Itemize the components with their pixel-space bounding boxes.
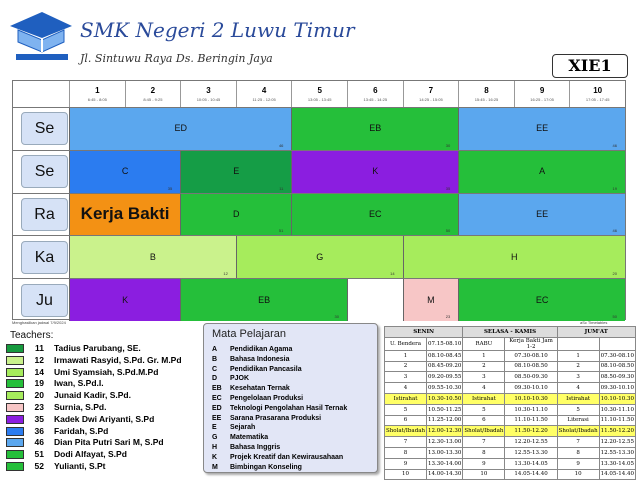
period-header (514, 81, 570, 107)
schedule-cell: 07.15-08.10 (427, 337, 463, 350)
schedule-cell: 10 (463, 469, 505, 480)
teacher-name: Yulianti, S.Pt (54, 460, 106, 471)
schedule-cell: 10.10-10.30 (599, 393, 635, 404)
schedule-cell: 07.30-08.10 (505, 350, 557, 361)
schedule-row (385, 469, 636, 480)
teacher-item (4, 378, 194, 390)
schedule-cell: 07.30-08.10 (599, 350, 635, 361)
schedule-cell: 7 (463, 437, 505, 448)
lesson-teacher-id: 23 (445, 313, 451, 319)
lesson-teacher-id: 30 (334, 313, 339, 319)
lesson-teacher-id: 50 (612, 313, 617, 319)
subject-code: EE (212, 414, 222, 422)
schedule-cell: 14.05-14.40 (505, 469, 557, 480)
teacher-id: 52 (34, 460, 44, 471)
day-row (13, 193, 625, 236)
teacher-name: Irmawati Rasyid, S.Pd. Gr. M.Pd (54, 354, 182, 365)
schedule-row (385, 393, 636, 404)
lesson-subject: G (316, 251, 324, 262)
lesson-subject: H (511, 251, 518, 262)
teacher-id: 51 (34, 449, 44, 460)
teacher-id: 12 (34, 354, 44, 365)
subject-item (212, 444, 280, 451)
schedule-cell: Istirahat (463, 393, 505, 404)
teacher-id: 20 (34, 390, 44, 401)
lesson-subject: ED (174, 123, 187, 134)
lesson-cell[interactable] (69, 194, 180, 236)
day-label: Ju (21, 284, 68, 317)
schedule-cell: 3 (463, 372, 505, 383)
lesson-cell[interactable] (458, 108, 625, 150)
lesson-subject: D (233, 208, 240, 219)
teacher-item (4, 426, 194, 438)
teacher-item (4, 355, 194, 367)
teacher-color-swatch (6, 450, 24, 459)
schedule-cell: 08.45-09.20 (427, 361, 463, 372)
period-number: 6 (373, 86, 378, 95)
period-header (569, 81, 625, 107)
lesson-cell[interactable] (180, 151, 291, 193)
schedule-cell: 7 (557, 437, 599, 448)
teacher-item (4, 343, 194, 355)
schedule-row (385, 458, 636, 469)
subject-item (212, 454, 343, 461)
schedule-cell (599, 337, 635, 350)
schedule-cell: Sholat/Ibadah (463, 426, 505, 437)
subject-name: Matematika (230, 434, 269, 442)
teacher-id: 46 (34, 437, 44, 448)
schedule-header-cell: SENIN (385, 327, 463, 338)
bell-schedule-table (384, 326, 636, 480)
teacher-id: 19 (34, 378, 44, 389)
period-time: 13:05 - 13:45 (307, 97, 332, 102)
day-label: Se (21, 155, 68, 188)
schedule-cell: 12.55-13.30 (599, 447, 635, 458)
schedule-cell: Istirahat (385, 393, 427, 404)
teacher-name: Iwan, S.Pd.I. (54, 378, 104, 389)
timetable-grid (12, 80, 626, 320)
schedule-cell: 4 (557, 383, 599, 394)
period-number: 5 (317, 86, 322, 95)
subject-item (212, 464, 302, 471)
school-address: Jl. Sintuwu Raya Ds. Beringin Jaya (80, 52, 273, 65)
school-logo (6, 8, 76, 70)
period-time: 14:25 - 15:05 (419, 97, 443, 102)
schedule-row (385, 404, 636, 415)
teacher-color-swatch (6, 379, 24, 388)
schedule-cell: Sholat/Ibadah (385, 426, 427, 437)
teacher-name: Tadius Parubang, SE. (54, 343, 141, 353)
lesson-cell[interactable] (69, 151, 180, 193)
schedule-cell: 2 (463, 361, 505, 372)
period-header (236, 81, 292, 107)
lesson-subject: C (121, 166, 129, 177)
day-row (13, 150, 625, 193)
teacher-color-swatch (6, 344, 24, 353)
schedule-cell: RABU (463, 337, 505, 350)
schedule-cell (557, 337, 599, 350)
schedule-cell: 10.10-10.30 (505, 393, 557, 404)
lesson-subject: K (122, 294, 129, 305)
lesson-subject: B (149, 251, 156, 262)
subject-code: G (212, 434, 218, 442)
schedule-cell: 08.10-08.50 (505, 361, 557, 372)
subject-name: Kesehatan Ternak (230, 385, 290, 393)
schedule-cell: 3 (557, 372, 599, 383)
teacher-color-swatch (6, 368, 24, 377)
schedule-cell: 8 (463, 447, 505, 458)
subject-item (212, 434, 268, 441)
subject-code: E (212, 424, 217, 432)
subject-code: M (212, 463, 218, 471)
lesson-cell[interactable] (458, 194, 625, 236)
lesson-subject: EB (258, 294, 271, 305)
period-number: 10 (593, 86, 603, 95)
schedule-row (385, 372, 636, 383)
teacher-color-swatch (6, 391, 24, 400)
teacher-name: Dodi Alfayat, S.Pd (54, 449, 127, 460)
lesson-cell[interactable] (180, 279, 347, 321)
subject-code: D (212, 375, 218, 383)
schedule-cell: 13.30-14.05 (599, 458, 635, 469)
subject-name: Pendidikan Agama (230, 346, 293, 353)
schedule-cell: 8 (557, 447, 599, 458)
schedule-cell: 2 (385, 361, 427, 372)
lesson-cell[interactable] (347, 279, 403, 321)
schedule-cell: 08.10-08.50 (599, 361, 635, 372)
subject-item (212, 366, 302, 373)
schedule-cell: 9 (463, 458, 505, 469)
period-header (458, 81, 514, 107)
schedule-cell: 1 (385, 350, 427, 361)
schedule-cell: 11.50-12.20 (505, 426, 557, 437)
subject-code: ED (212, 404, 222, 412)
teacher-list (4, 343, 194, 473)
schedule-cell: 09.30-10.10 (505, 383, 557, 394)
schedule-cell: 10.50-11.25 (427, 404, 463, 415)
teacher-id: 36 (34, 425, 44, 436)
lesson-subject: M (427, 294, 435, 305)
schedule-row (385, 415, 636, 426)
schedule-cell: 10.30-11.10 (599, 404, 635, 415)
subject-name: Bimbingan Konseling (230, 463, 302, 471)
lesson-cell[interactable] (69, 279, 180, 321)
class-label: XIE1 (552, 54, 628, 78)
subject-item (212, 375, 249, 382)
subject-item (212, 415, 321, 422)
schedule-cell: 14.05-14.40 (599, 469, 635, 480)
teacher-color-swatch (6, 438, 24, 447)
teacher-color-swatch (6, 427, 24, 436)
subject-name: Pendidikan Pancasila (230, 365, 302, 373)
schedule-cell: 7 (385, 437, 427, 448)
period-header (347, 81, 403, 107)
lesson-teacher-id: 51 (278, 228, 284, 234)
period-header (403, 81, 459, 107)
schedule-cell: 12.55-13.30 (505, 447, 557, 458)
teacher-name: Junaid Kadir, S.Pd. (54, 390, 131, 401)
schedule-cell: Sholat/Ibadah (557, 426, 599, 437)
subject-code: C (212, 365, 218, 373)
lesson-cell[interactable] (403, 279, 459, 321)
lesson-subject: A (539, 166, 546, 177)
schedule-cell: 09.55-10.30 (427, 383, 463, 394)
subject-code: H (212, 444, 218, 451)
schedule-header-row (385, 327, 636, 338)
teacher-id: 11 (35, 343, 44, 353)
software-note: aSc Timetables (580, 320, 608, 325)
lesson-teacher-id: 46 (612, 228, 617, 234)
schedule-header-cell: JUM'AT (557, 327, 635, 338)
teacher-id: 35 (34, 413, 44, 424)
teachers-heading: Teachers: (10, 330, 54, 341)
subject-item (212, 385, 290, 392)
schedule-cell: 11.10-11.50 (599, 415, 635, 426)
schedule-row (385, 437, 636, 448)
day-row (13, 107, 625, 150)
lesson-teacher-id: 46 (278, 142, 284, 148)
lesson-cell[interactable] (180, 194, 291, 236)
schedule-cell: 4 (463, 383, 505, 394)
lesson-subject: EE (536, 123, 549, 134)
lesson-teacher-id: 35 (445, 185, 451, 191)
subject-code: A (212, 346, 218, 353)
day-label: Se (21, 112, 68, 145)
schedule-cell: 5 (385, 404, 427, 415)
lesson-subject: EB (369, 123, 382, 134)
schedule-cell: 12.30-13.00 (427, 437, 463, 448)
period-time: 11:25 - 12:05 (252, 97, 276, 102)
lesson-cell[interactable] (291, 194, 458, 236)
period-time: 15:45 - 16:25 (474, 97, 499, 102)
schedule-cell: 11.50-12.20 (599, 426, 635, 437)
lesson-cell[interactable] (236, 236, 403, 278)
lesson-teacher-id: 14 (390, 271, 395, 277)
lesson-cell[interactable] (291, 108, 458, 150)
schedule-header-cell: SELASA - KAMIS (463, 327, 557, 338)
schedule-cell: 10 (385, 469, 427, 480)
schedule-cell: Kerja Bakti Jam 1-2 (505, 337, 557, 350)
teacher-item (4, 414, 194, 426)
period-time: 10:05 - 10:45 (196, 97, 221, 102)
schedule-cell: 6 (385, 415, 427, 426)
teacher-item (4, 461, 194, 473)
schedule-cell: 2 (557, 361, 599, 372)
subject-name: Sarana Prasarana Produksi (230, 414, 322, 422)
day-label: Ka (21, 241, 68, 274)
lesson-teacher-id: 19 (612, 185, 617, 191)
teacher-name: Dian Pita Putri Sari M, S.Pd (54, 437, 164, 448)
schedule-cell: 9 (385, 458, 427, 469)
schedule-cell: 10.30-10.50 (427, 393, 463, 404)
subject-code: K (212, 453, 218, 461)
teacher-id: 14 (34, 366, 44, 377)
period-header (69, 81, 125, 107)
subject-item (212, 395, 303, 402)
lesson-subject: EC (369, 208, 382, 219)
lesson-teacher-id: 30 (445, 142, 451, 148)
teacher-name: Surnia, S.Pd. (54, 401, 107, 412)
school-name: SMK Negeri 2 Luwu Timur (80, 18, 355, 42)
schedule-cell: 08.50-09.30 (505, 372, 557, 383)
period-number: 1 (95, 86, 100, 95)
subject-legend-title: Mata Pelajaran (212, 328, 286, 340)
period-number: 7 (428, 86, 434, 95)
period-number: 3 (206, 86, 211, 95)
lesson-subject: EE (536, 208, 549, 219)
subject-name: Bahasa Indonesia (230, 355, 290, 363)
lesson-teacher-id: 35 (167, 185, 173, 191)
schedule-cell: 3 (385, 372, 427, 383)
teacher-color-swatch (6, 415, 24, 424)
period-header (180, 81, 236, 107)
subject-code: EC (212, 395, 222, 402)
subject-item (212, 346, 292, 353)
period-number: 8 (484, 86, 489, 95)
schedule-row (385, 447, 636, 458)
lesson-subject: Kerja Bakti (80, 203, 170, 223)
schedule-cell: Literasi (557, 415, 599, 426)
subject-name: Projek Kreatif dan Kewirausahaan (230, 453, 344, 461)
schedule-cell: Istirahat (557, 393, 599, 404)
lesson-subject: K (372, 166, 379, 177)
subject-code: B (212, 355, 218, 363)
schedule-cell: 09.20-09.55 (427, 372, 463, 383)
lesson-teacher-id: 20 (612, 271, 617, 277)
subject-legend (203, 323, 378, 473)
schedule-cell: 13.00-13.30 (427, 447, 463, 458)
teacher-item (4, 367, 194, 379)
lesson-teacher-id: 46 (612, 142, 617, 148)
bell-schedule (384, 326, 636, 489)
lesson-cell[interactable] (458, 151, 625, 193)
subject-name: Teknologi Pengolahan Hasil Ternak (230, 404, 348, 412)
schedule-row (385, 337, 636, 350)
schedule-cell: 08.10-08.45 (427, 350, 463, 361)
schedule-cell: 08.50-09.30 (599, 372, 635, 383)
day-label: Ra (21, 198, 68, 231)
period-number: 9 (539, 86, 545, 95)
subject-name: PJOK (230, 375, 250, 383)
teacher-item (4, 437, 194, 449)
teacher-item (4, 390, 194, 402)
day-row (13, 235, 625, 278)
subject-name: Sejarah (230, 424, 256, 432)
period-time: 16:25 - 17:05 (530, 97, 554, 102)
generated-note: Menghasilkan jadwal 7/9/2024 (12, 320, 66, 325)
period-number: 4 (261, 86, 267, 95)
schedule-row (385, 361, 636, 372)
teacher-color-swatch (6, 462, 24, 471)
schedule-cell: 6 (463, 415, 505, 426)
day-row (13, 278, 625, 321)
lesson-cell[interactable] (69, 108, 291, 150)
schedule-cell: 13.30-14.05 (505, 458, 557, 469)
period-time: 17:05 - 17:45 (585, 97, 610, 102)
schedule-cell: 11.25-12.00 (427, 415, 463, 426)
subject-item (212, 405, 347, 412)
lesson-cell[interactable] (69, 236, 236, 278)
period-time: 13:45 - 14:25 (363, 97, 388, 102)
schedule-cell: 12.20-12.55 (599, 437, 635, 448)
schedule-cell: 09.30-10.10 (599, 383, 635, 394)
period-time: 6:45 - 8:05 (87, 97, 107, 102)
teacher-name: Umi Syamsiah, S.Pd.M.Pd (54, 366, 159, 377)
lesson-teacher-id: 50 (445, 228, 451, 234)
teacher-item (4, 449, 194, 461)
schedule-cell: 9 (557, 458, 599, 469)
teacher-color-swatch (6, 403, 24, 412)
schedule-cell: 12.20-12.55 (505, 437, 557, 448)
schedule-cell: 5 (463, 404, 505, 415)
schedule-cell: 5 (557, 404, 599, 415)
schedule-cell: 13.30-14.00 (427, 458, 463, 469)
subject-name: Bahasa Inggris (230, 444, 281, 451)
schedule-row (385, 383, 636, 394)
schedule-cell: 1 (463, 350, 505, 361)
schedule-row (385, 350, 636, 361)
teacher-color-swatch (6, 356, 24, 365)
lesson-cell[interactable] (458, 279, 625, 321)
period-header (291, 81, 347, 107)
lesson-subject: E (233, 166, 240, 177)
schedule-cell: 14.00-14.30 (427, 469, 463, 480)
period-header (125, 81, 181, 107)
schedule-cell: U. Bendera (385, 337, 427, 350)
schedule-row (385, 426, 636, 437)
lesson-subject: EC (535, 294, 549, 305)
schedule-cell: 11.10-11.50 (505, 415, 557, 426)
schedule-cell: 8 (385, 447, 427, 458)
teacher-name: Faridah, S.Pd (54, 425, 109, 436)
schedule-cell: 1 (557, 350, 599, 361)
lesson-teacher-id: 12 (223, 271, 228, 277)
period-time: 8:45 - 9:25 (143, 97, 163, 102)
subject-item (212, 424, 255, 431)
subject-code: EB (212, 385, 222, 393)
schedule-cell: 10 (557, 469, 599, 480)
teacher-id: 23 (34, 401, 44, 412)
lesson-cell[interactable] (291, 151, 458, 193)
lesson-teacher-id: 11 (279, 185, 284, 191)
schedule-cell: 12.00-12.30 (427, 426, 463, 437)
subject-name: Pengelolaan Produksi (230, 395, 304, 402)
schedule-cell: 4 (385, 383, 427, 394)
lesson-cell[interactable] (403, 236, 625, 278)
period-number: 2 (150, 86, 156, 95)
schedule-cell: 10.30-11.10 (505, 404, 557, 415)
teacher-item (4, 402, 194, 414)
subject-item (212, 356, 290, 363)
teacher-name: Kadek Dwi Ariyanti, S.Pd (54, 413, 155, 424)
